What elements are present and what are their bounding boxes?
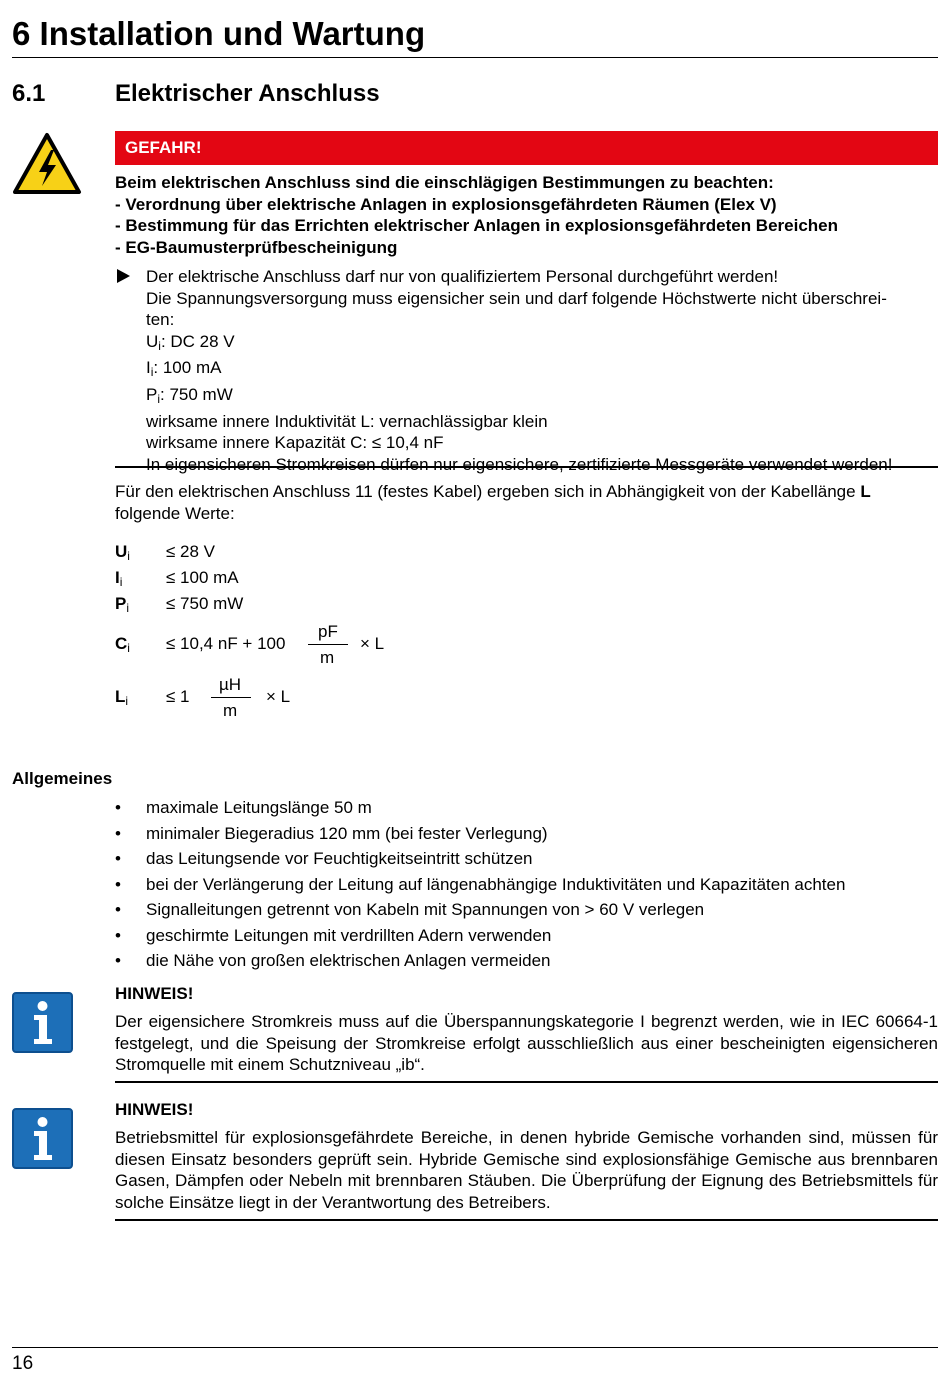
list-item: • Signalleitungen getrennt von Kabeln mit Spannungen von > 60 V verlegen bbox=[115, 900, 705, 919]
limit-ii: $I_i$: 100 mA bbox=[146, 358, 222, 380]
li-suffix: × L bbox=[266, 687, 291, 706]
info-icon bbox=[12, 1108, 73, 1169]
note2-text: Betriebsmittel für explosionsgefährdete Bereiche, in denen hybride Gemische vorhanden sind, müssen für diesen Einsatz besonders geprüft sein. Hybride Gemische sind explosionsfähige Gemische aus brennbaren Gasen, Dämpfen oder Nebeln mit brennbaren Stäuben. Die Überprüfung der Eignung des Betriebsmittels für solche Einsätze liegt in der Verantwortung des Betreibers. bbox=[115, 1128, 938, 1212]
list-item: • bei der Verlängerung der Leitung auf längenabhängige Induktivitäten und Kapazitäten achten bbox=[115, 874, 846, 894]
danger-intro-line: Beim elektrischen Anschluss sind die einschlägigen Bestimmungen zu beachten: bbox=[115, 173, 774, 192]
certified-devices-warning: In eigensicheren Stromkreisen dürfen nur eigensichere, zertifizierte Messgeräte verwendet werden! bbox=[146, 454, 893, 474]
heading-rule bbox=[12, 57, 938, 58]
ci-fraction-line bbox=[308, 644, 348, 645]
danger-intro bbox=[115, 172, 938, 258]
section-number: 6.1 bbox=[12, 80, 46, 107]
list-item: • minimaler Biegeradius 120 mm (bei fester Verlegung) bbox=[115, 823, 548, 843]
note1-text: Der eigensichere Stromkreis muss auf die Überspannungskategorie I begrenzt werden, wie in IEC 60664-1 festgelegt, und die Speisung der Stromkreise erfolgt ausschließlich aus einer bescheinigten eigensicheren Stromquelle mit einem Schutzniveau „ib“. bbox=[115, 1012, 938, 1075]
limit-pi: $P_i$: 750 mW bbox=[146, 384, 233, 406]
li-prefix: ≤ 1 bbox=[166, 687, 190, 706]
footer-rule bbox=[12, 1347, 938, 1348]
page-number: 16 bbox=[12, 1353, 34, 1374]
chapter-title: 6 Installation und Wartung bbox=[12, 15, 426, 52]
danger-intro-line: - Verordnung über elektrische Anlagen in explosionsgefährdeten Räumen (Elex V) bbox=[115, 194, 777, 214]
value-symbol-li: $L_i$ bbox=[115, 687, 129, 708]
danger-intro-line: - Bestimmung für das Errichten elektrischer Anlagen in explosionsgefährdeten Bereichen bbox=[115, 216, 838, 236]
value-symbol-pi: $P_i$ bbox=[115, 594, 130, 615]
arrow-right-icon bbox=[117, 269, 130, 283]
qualified-personnel-text: Der elektrische Anschluss darf nur von qualifiziertem Personal durchgeführt werden! bbox=[146, 267, 779, 286]
supply-text: Die Spannungsversorgung muss eigensicher sein und darf folgende Höchstwerte nicht überschrei- ten: bbox=[146, 288, 887, 330]
general-list bbox=[115, 797, 938, 976]
li-denominator: m bbox=[223, 701, 238, 720]
danger-body bbox=[146, 266, 938, 475]
li-fraction-line bbox=[211, 697, 251, 698]
high-voltage-warning-icon bbox=[12, 132, 82, 195]
value-symbol-ci: $C_i$ bbox=[115, 634, 130, 655]
value-symbol-ui: $U_i$ bbox=[115, 542, 130, 563]
cable-intro bbox=[115, 481, 938, 524]
note2-rule bbox=[115, 1219, 938, 1221]
ci-prefix: ≤ 10,4 nF + 100 bbox=[166, 634, 286, 653]
note1-rule bbox=[115, 1081, 938, 1083]
value-symbol-ii: $I_i$ bbox=[115, 568, 123, 589]
ci-suffix: × L bbox=[360, 634, 385, 653]
note1-label: HINWEIS! bbox=[115, 984, 194, 1003]
value-ui: ≤ 28 V bbox=[166, 542, 216, 561]
general-heading: Allgemeines bbox=[12, 769, 113, 788]
list-item: • die Nähe von großen elektrischen Anlagen vermeiden bbox=[115, 951, 551, 970]
note2-label: HINWEIS! bbox=[115, 1100, 194, 1119]
danger-end-rule bbox=[115, 466, 938, 468]
list-item: • maximale Leitungslänge 50 m bbox=[115, 798, 372, 817]
cable-intro-line2: folgende Werte: bbox=[115, 503, 235, 523]
danger-banner: GEFAHR! bbox=[115, 131, 938, 165]
cable-intro-line: Für den elektrischen Anschluss 11 (festes Kabel) ergeben sich in Abhängigkeit von der Kabellänge L bbox=[115, 482, 871, 501]
value-pi: ≤ 750 mW bbox=[166, 594, 244, 613]
inductance-text: wirksame innere Induktivität L: vernachlässigbar klein bbox=[146, 411, 548, 431]
capacitance-text: wirksame innere Kapazität C: ≤ 10,4 nF bbox=[146, 433, 444, 453]
limit-ui: $U_i$: DC 28 V bbox=[146, 331, 235, 353]
li-numerator: µH bbox=[219, 675, 242, 694]
ci-denominator: m bbox=[320, 648, 335, 667]
value-ii: ≤ 100 mA bbox=[166, 568, 239, 587]
list-item: • geschirmte Leitungen mit verdrillten Adern verwenden bbox=[115, 925, 552, 945]
danger-intro-line: - EG-Baumusterprüfbescheinigung bbox=[115, 237, 398, 257]
list-item: • das Leitungsende vor Feuchtigkeitseintritt schützen bbox=[115, 849, 533, 868]
section-title: Elektrischer Anschluss bbox=[115, 80, 380, 107]
ci-numerator: pF bbox=[318, 622, 338, 641]
info-icon bbox=[12, 992, 73, 1053]
